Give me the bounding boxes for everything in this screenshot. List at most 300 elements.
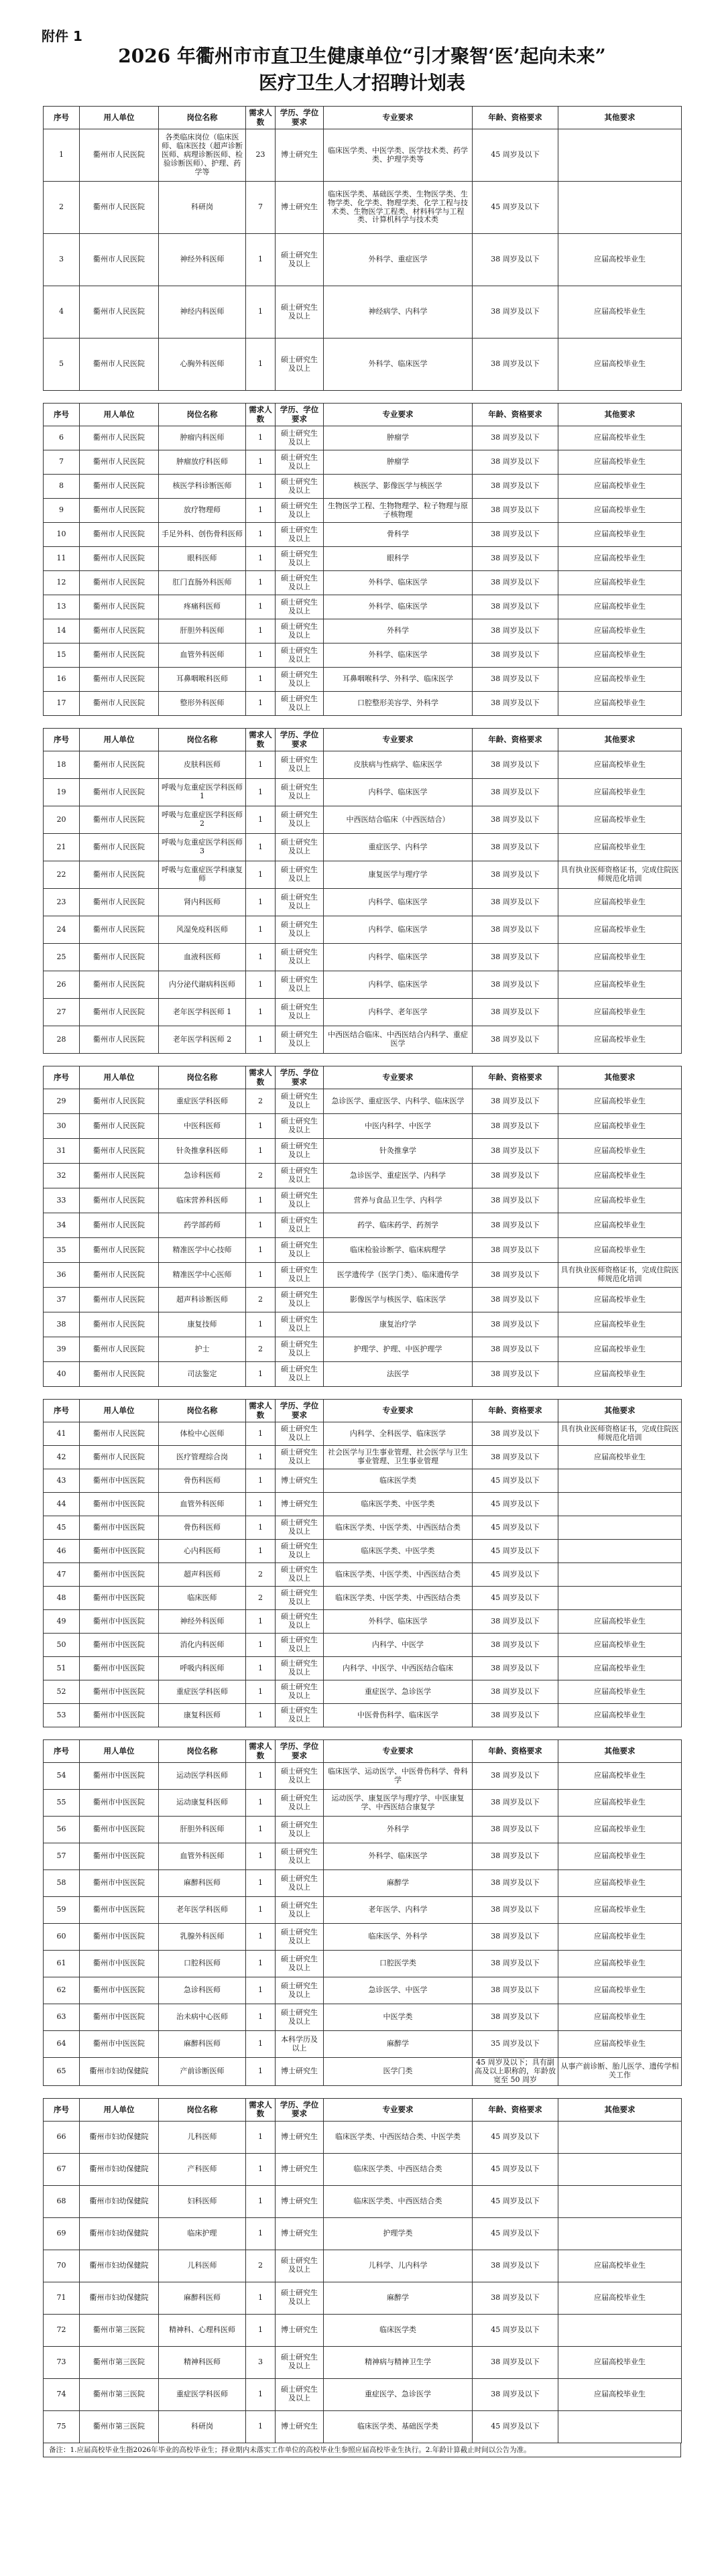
other-cell: 应届高校毕业生	[558, 1680, 682, 1704]
col-major: 专业要求	[324, 729, 473, 751]
unit-cell: 衢州市人民医院	[80, 806, 159, 834]
col-degree: 学历、学位要求	[276, 729, 324, 751]
position-cell: 重症医学科医师	[159, 2378, 246, 2410]
age-cell: 38 周岁及以下	[473, 1763, 558, 1790]
seq-cell: 66	[44, 2121, 80, 2153]
other-cell: 应届高校毕业生	[558, 1026, 682, 1054]
table-row	[44, 1540, 682, 1563]
seq-cell: 28	[44, 1026, 80, 1054]
table-row	[44, 1188, 682, 1213]
seq-cell: 2	[44, 182, 80, 234]
seq-cell: 15	[44, 643, 80, 668]
position-cell: 肾内科医师	[159, 889, 246, 916]
col-age: 年龄、资格要求	[473, 1400, 558, 1422]
position-cell: 妇科医师	[159, 2185, 246, 2217]
position-cell: 急诊科医师	[159, 1977, 246, 2004]
major-cell: 骨科学	[324, 523, 473, 547]
major-cell: 外科学、临床医学	[324, 643, 473, 668]
unit-cell: 衢州市人民医院	[80, 1026, 159, 1054]
seq-cell: 6	[44, 426, 80, 450]
count-cell: 1	[246, 889, 276, 916]
title-line-2: 医疗卫生人才招聘计划表	[258, 72, 465, 94]
table-row	[44, 1026, 682, 1054]
count-cell: 23	[246, 129, 276, 182]
position-cell: 血液科医师	[159, 944, 246, 971]
other-cell: 应届高校毕业生	[558, 1634, 682, 1657]
unit-cell: 衢州市第三医院	[80, 2346, 159, 2378]
degree-cell: 硕士研究生及以上	[276, 1238, 324, 1263]
other-cell: 应届高校毕业生	[558, 499, 682, 523]
position-cell: 肿瘤放疗科医师	[159, 450, 246, 475]
table-row	[44, 2185, 682, 2217]
other-cell: 应届高校毕业生	[558, 751, 682, 779]
degree-cell: 硕士研究生及以上	[276, 475, 324, 499]
count-cell: 7	[246, 182, 276, 234]
position-cell: 运动康复科医师	[159, 1790, 246, 1817]
age-cell: 38 周岁及以下	[473, 1213, 558, 1238]
table-header-row	[44, 2098, 682, 2121]
count-cell: 1	[246, 1610, 276, 1634]
seq-cell: 54	[44, 1763, 80, 1790]
position-cell: 护士	[159, 1337, 246, 1362]
page-gap	[43, 1727, 681, 1739]
degree-cell: 硕士研究生及以上	[276, 779, 324, 806]
other-cell: 应届高校毕业生	[558, 1446, 682, 1469]
count-cell: 1	[246, 234, 276, 286]
degree-cell: 硕士研究生及以上	[276, 889, 324, 916]
seq-cell: 50	[44, 1634, 80, 1657]
other-cell: 应届高校毕业生	[558, 1897, 682, 1924]
col-other: 其他要求	[558, 404, 682, 426]
other-cell: 从事产前诊断、胎儿医学、遗传学相关工作	[558, 2058, 682, 2086]
major-cell: 肿瘤学	[324, 426, 473, 450]
table-header-row	[44, 729, 682, 751]
other-cell: 应届高校毕业生	[558, 944, 682, 971]
other-cell: 应届高校毕业生	[558, 426, 682, 450]
other-cell: 应届高校毕业生	[558, 286, 682, 339]
major-cell: 急诊医学、重症医学、内科学	[324, 1164, 473, 1188]
table-row	[44, 1610, 682, 1634]
position-cell: 呼吸与危重症医学科医师 1	[159, 779, 246, 806]
table-row	[44, 1634, 682, 1657]
col-degree: 学历、学位要求	[276, 107, 324, 129]
other-cell: 应届高校毕业生	[558, 806, 682, 834]
position-cell: 皮肤科医师	[159, 751, 246, 779]
other-cell	[558, 1540, 682, 1563]
count-cell: 1	[246, 1493, 276, 1516]
count-cell: 1	[246, 1540, 276, 1563]
age-cell: 38 周岁及以下	[473, 971, 558, 999]
count-cell: 1	[246, 1516, 276, 1540]
table-row	[44, 2004, 682, 2031]
seq-cell: 47	[44, 1563, 80, 1587]
seq-cell: 5	[44, 339, 80, 391]
seq-cell: 45	[44, 1516, 80, 1540]
position-cell: 肛门直肠外科医师	[159, 571, 246, 595]
table-row	[44, 779, 682, 806]
table-row	[44, 2378, 682, 2410]
count-cell: 1	[246, 2282, 276, 2314]
major-cell: 临床医学类、中医学类	[324, 1540, 473, 1563]
degree-cell: 硕士研究生及以上	[276, 692, 324, 716]
table-row	[44, 2282, 682, 2314]
degree-cell: 博士研究生	[276, 2153, 324, 2185]
position-cell: 儿科医师	[159, 2250, 246, 2282]
recruitment-table	[43, 106, 682, 391]
other-cell: 应届高校毕业生	[558, 1312, 682, 1337]
position-cell: 骨伤科医师	[159, 1469, 246, 1493]
table-header-row	[44, 1066, 682, 1089]
seq-cell: 67	[44, 2153, 80, 2185]
unit-cell: 衢州市人民医院	[80, 1164, 159, 1188]
other-cell: 应届高校毕业生	[558, 1139, 682, 1164]
degree-cell: 硕士研究生及以上	[276, 1362, 324, 1387]
major-cell: 外科学、临床医学	[324, 339, 473, 391]
position-cell: 手足外科、创伤骨科医师	[159, 523, 246, 547]
seq-cell: 1	[44, 129, 80, 182]
table-row	[44, 619, 682, 643]
count-cell: 1	[246, 1213, 276, 1238]
col-age: 年龄、资格要求	[473, 107, 558, 129]
position-cell: 儿科医师	[159, 2121, 246, 2153]
age-cell: 38 周岁及以下	[473, 2346, 558, 2378]
degree-cell: 博士研究生	[276, 2058, 324, 2086]
major-cell: 老年医学、内科学	[324, 1897, 473, 1924]
count-cell: 1	[246, 643, 276, 668]
seq-cell: 4	[44, 286, 80, 339]
age-cell: 38 周岁及以下	[473, 499, 558, 523]
age-cell: 38 周岁及以下	[473, 1870, 558, 1897]
page-gap	[43, 716, 681, 728]
major-cell: 临床检验诊断学、临床病理学	[324, 1238, 473, 1263]
unit-cell: 衢州市人民医院	[80, 999, 159, 1026]
degree-cell: 硕士研究生及以上	[276, 595, 324, 619]
table-row	[44, 1657, 682, 1680]
age-cell: 38 周岁及以下	[473, 1238, 558, 1263]
seq-cell: 48	[44, 1587, 80, 1610]
unit-cell: 衢州市人民医院	[80, 861, 159, 889]
count-cell: 1	[246, 1446, 276, 1469]
degree-cell: 硕士研究生及以上	[276, 523, 324, 547]
degree-cell: 硕士研究生及以上	[276, 1843, 324, 1870]
age-cell: 38 周岁及以下	[473, 547, 558, 571]
unit-cell: 衢州市人民医院	[80, 339, 159, 391]
major-cell: 临床医学、外科学	[324, 1924, 473, 1951]
age-cell: 38 周岁及以下	[473, 999, 558, 1026]
age-cell: 45 周岁及以下	[473, 1516, 558, 1540]
table-row	[44, 547, 682, 571]
degree-cell: 硕士研究生及以上	[276, 1263, 324, 1288]
unit-cell: 衢州市人民医院	[80, 1288, 159, 1312]
age-cell: 38 周岁及以下	[473, 806, 558, 834]
other-cell	[558, 2121, 682, 2153]
count-cell: 1	[246, 619, 276, 643]
position-cell: 医疗管理综合岗	[159, 1446, 246, 1469]
seq-cell: 16	[44, 668, 80, 692]
table-row	[44, 2217, 682, 2250]
age-cell: 38 周岁及以下	[473, 450, 558, 475]
position-cell: 肝胆外科医师	[159, 619, 246, 643]
other-cell: 应届高校毕业生	[558, 1089, 682, 1114]
other-cell: 应届高校毕业生	[558, 1188, 682, 1213]
table-row	[44, 2153, 682, 2185]
position-cell: 重症医学科医师	[159, 1089, 246, 1114]
major-cell: 社会医学与卫生事业管理、社会医学与卫生事业管理、卫生事业管理	[324, 1446, 473, 1469]
seq-cell: 58	[44, 1870, 80, 1897]
unit-cell: 衢州市人民医院	[80, 1089, 159, 1114]
major-cell: 医学遗传学（医学门类）、临床遗传学	[324, 1263, 473, 1288]
table-row	[44, 1312, 682, 1337]
seq-cell: 25	[44, 944, 80, 971]
count-cell: 1	[246, 751, 276, 779]
major-cell: 生物医学工程、生物物理学、粒子物理与原子核物理	[324, 499, 473, 523]
other-cell: 应届高校毕业生	[558, 916, 682, 944]
degree-cell: 硕士研究生及以上	[276, 944, 324, 971]
unit-cell: 衢州市人民医院	[80, 1263, 159, 1288]
count-cell: 1	[246, 1790, 276, 1817]
other-cell	[558, 182, 682, 234]
degree-cell: 硕士研究生及以上	[276, 971, 324, 999]
position-cell: 心胸外科医师	[159, 339, 246, 391]
degree-cell: 硕士研究生及以上	[276, 861, 324, 889]
other-cell: 具有执业医师资格证书，完成住院医师规范化培训	[558, 861, 682, 889]
position-cell: 麻醉科医师	[159, 2282, 246, 2314]
count-cell: 1	[246, 1870, 276, 1897]
count-cell: 1	[246, 286, 276, 339]
col-seq: 序号	[44, 2098, 80, 2121]
age-cell: 38 周岁及以下	[473, 861, 558, 889]
age-cell: 38 周岁及以下	[473, 595, 558, 619]
table-row	[44, 668, 682, 692]
age-cell: 38 周岁及以下	[473, 571, 558, 595]
table-row	[44, 643, 682, 668]
table-row	[44, 1977, 682, 2004]
unit-cell: 衢州市中医医院	[80, 1587, 159, 1610]
col-unit: 用人单位	[80, 1740, 159, 1763]
table-row	[44, 182, 682, 234]
age-cell: 38 周岁及以下	[473, 1634, 558, 1657]
position-cell: 神经内科医师	[159, 286, 246, 339]
count-cell: 1	[246, 1763, 276, 1790]
col-degree: 学历、学位要求	[276, 2098, 324, 2121]
table-row	[44, 499, 682, 523]
seq-cell: 32	[44, 1164, 80, 1188]
age-cell: 38 周岁及以下	[473, 286, 558, 339]
degree-cell: 博士研究生	[276, 2121, 324, 2153]
count-cell: 3	[246, 2346, 276, 2378]
seq-cell: 35	[44, 1238, 80, 1263]
seq-cell: 53	[44, 1704, 80, 1727]
col-count: 需求人数	[246, 1066, 276, 1089]
unit-cell: 衢州市中医医院	[80, 1870, 159, 1897]
degree-cell: 硕士研究生及以上	[276, 1587, 324, 1610]
degree-cell: 博士研究生	[276, 2314, 324, 2346]
degree-cell: 硕士研究生及以上	[276, 2346, 324, 2378]
age-cell: 38 周岁及以下	[473, 916, 558, 944]
degree-cell: 硕士研究生及以上	[276, 1563, 324, 1587]
count-cell: 1	[246, 944, 276, 971]
unit-cell: 衢州市中医医院	[80, 1790, 159, 1817]
col-count: 需求人数	[246, 1740, 276, 1763]
degree-cell: 博士研究生	[276, 2217, 324, 2250]
count-cell: 1	[246, 861, 276, 889]
position-cell: 神经外科医师	[159, 234, 246, 286]
table-row	[44, 339, 682, 391]
seq-cell: 18	[44, 751, 80, 779]
col-seq: 序号	[44, 729, 80, 751]
seq-cell: 3	[44, 234, 80, 286]
degree-cell: 硕士研究生及以上	[276, 1026, 324, 1054]
table-row	[44, 1790, 682, 1817]
count-cell: 1	[246, 1188, 276, 1213]
unit-cell: 衢州市人民医院	[80, 523, 159, 547]
table-row	[44, 129, 682, 182]
unit-cell: 衢州市人民医院	[80, 286, 159, 339]
other-cell	[558, 1563, 682, 1587]
seq-cell: 17	[44, 692, 80, 716]
seq-cell: 23	[44, 889, 80, 916]
col-position: 岗位名称	[159, 404, 246, 426]
major-cell: 核医学、影像医学与核医学	[324, 475, 473, 499]
degree-cell: 硕士研究生及以上	[276, 1897, 324, 1924]
age-cell: 38 周岁及以下	[473, 2378, 558, 2410]
unit-cell: 衢州市人民医院	[80, 499, 159, 523]
col-seq: 序号	[44, 404, 80, 426]
position-cell: 肿瘤内科医师	[159, 426, 246, 450]
position-cell: 骨伤科医师	[159, 1516, 246, 1540]
age-cell: 45 周岁及以下；具有副高及以上职称的，年龄放宽至 50 周岁	[473, 2058, 558, 2086]
degree-cell: 硕士研究生及以上	[276, 2282, 324, 2314]
age-cell: 45 周岁及以下	[473, 1469, 558, 1493]
col-seq: 序号	[44, 1066, 80, 1089]
degree-cell: 博士研究生	[276, 182, 324, 234]
other-cell: 应届高校毕业生	[558, 1977, 682, 2004]
col-degree: 学历、学位要求	[276, 1066, 324, 1089]
other-cell: 应届高校毕业生	[558, 1843, 682, 1870]
position-cell: 风湿免疫科医师	[159, 916, 246, 944]
count-cell: 1	[246, 2185, 276, 2217]
count-cell: 1	[246, 571, 276, 595]
table-row	[44, 1238, 682, 1263]
age-cell: 45 周岁及以下	[473, 2185, 558, 2217]
position-cell: 呼吸与危重症医学科医师 2	[159, 806, 246, 834]
degree-cell: 硕士研究生及以上	[276, 1540, 324, 1563]
position-cell: 心内科医师	[159, 1540, 246, 1563]
major-cell: 临床医学类、中医学类	[324, 1493, 473, 1516]
count-cell: 1	[246, 1704, 276, 1727]
table-note: 备注：1.应届高校毕业生指2026年毕业的高校毕业生；择业期内未落实工作单位的高校毕业生参照应届高校毕业生执行。2.年龄计算截止时间以公告为准。	[43, 2443, 681, 2457]
count-cell: 2	[246, 1563, 276, 1587]
other-cell: 应届高校毕业生	[558, 595, 682, 619]
count-cell: 1	[246, 426, 276, 450]
position-cell: 呼吸与危重症医学科康复师	[159, 861, 246, 889]
other-cell: 应届高校毕业生	[558, 1164, 682, 1188]
table-row	[44, 475, 682, 499]
age-cell: 45 周岁及以下	[473, 1563, 558, 1587]
age-cell: 38 周岁及以下	[473, 426, 558, 450]
page-gap	[43, 1054, 681, 1066]
table-row	[44, 1704, 682, 1727]
unit-cell: 衢州市人民医院	[80, 182, 159, 234]
count-cell: 2	[246, 1288, 276, 1312]
age-cell: 38 周岁及以下	[473, 1790, 558, 1817]
col-degree: 学历、学位要求	[276, 1740, 324, 1763]
count-cell: 1	[246, 2058, 276, 2086]
age-cell: 38 周岁及以下	[473, 1139, 558, 1164]
unit-cell: 衢州市人民医院	[80, 547, 159, 571]
position-cell: 精准医学中心医师	[159, 1263, 246, 1288]
age-cell: 45 周岁及以下	[473, 2153, 558, 2185]
position-cell: 急诊科医师	[159, 1164, 246, 1188]
degree-cell: 硕士研究生及以上	[276, 1164, 324, 1188]
position-cell: 精神科、心理科医师	[159, 2314, 246, 2346]
page-gap	[43, 2086, 681, 2098]
other-cell: 应届高校毕业生	[558, 2346, 682, 2378]
recruitment-table	[43, 728, 682, 1054]
table-row	[44, 1337, 682, 1362]
major-cell: 外科学	[324, 1817, 473, 1843]
position-cell: 临床护理	[159, 2217, 246, 2250]
other-cell: 应届高校毕业生	[558, 971, 682, 999]
col-count: 需求人数	[246, 1400, 276, 1422]
major-cell: 临床医学类、基础医学类	[324, 2410, 473, 2443]
major-cell: 内科学、中医学、中西医结合临床	[324, 1657, 473, 1680]
position-cell: 各类临床岗位（临床医师、临床医技（超声诊断医师、病理诊断医师、检验诊断医师）、护理、药学等	[159, 129, 246, 182]
col-degree: 学历、学位要求	[276, 1400, 324, 1422]
col-position: 岗位名称	[159, 1400, 246, 1422]
major-cell: 中西医结合临床、中西医结合内科学、重症医学	[324, 1026, 473, 1054]
count-cell: 1	[246, 1114, 276, 1139]
col-major: 专业要求	[324, 1400, 473, 1422]
col-unit: 用人单位	[80, 729, 159, 751]
degree-cell: 硕士研究生及以上	[276, 1790, 324, 1817]
table-row	[44, 944, 682, 971]
count-cell: 1	[246, 916, 276, 944]
col-age: 年龄、资格要求	[473, 404, 558, 426]
table-row	[44, 1114, 682, 1139]
col-position: 岗位名称	[159, 1066, 246, 1089]
major-cell: 护理学、护理、中医护理学	[324, 1337, 473, 1362]
seq-cell: 68	[44, 2185, 80, 2217]
degree-cell: 硕士研究生及以上	[276, 1610, 324, 1634]
age-cell: 45 周岁及以下	[473, 1493, 558, 1516]
major-cell: 神经病学、内科学	[324, 286, 473, 339]
major-cell: 临床医学类	[324, 1469, 473, 1493]
seq-cell: 70	[44, 2250, 80, 2282]
table-row	[44, 1516, 682, 1540]
other-cell	[558, 1516, 682, 1540]
age-cell: 38 周岁及以下	[473, 1263, 558, 1288]
count-cell: 1	[246, 2217, 276, 2250]
seq-cell: 43	[44, 1469, 80, 1493]
table-row	[44, 1446, 682, 1469]
unit-cell: 衢州市妇幼保健院	[80, 2282, 159, 2314]
seq-cell: 60	[44, 1924, 80, 1951]
age-cell: 38 周岁及以下	[473, 1951, 558, 1977]
degree-cell: 硕士研究生及以上	[276, 834, 324, 861]
table-row	[44, 1870, 682, 1897]
count-cell: 1	[246, 779, 276, 806]
age-cell: 38 周岁及以下	[473, 1312, 558, 1337]
count-cell: 1	[246, 1238, 276, 1263]
degree-cell: 博士研究生	[276, 1469, 324, 1493]
position-cell: 血管外科医师	[159, 1493, 246, 1516]
degree-cell: 本科学历及以上	[276, 2031, 324, 2058]
table-row	[44, 523, 682, 547]
col-other: 其他要求	[558, 1740, 682, 1763]
age-cell: 38 周岁及以下	[473, 1288, 558, 1312]
age-cell: 45 周岁及以下	[473, 2217, 558, 2250]
